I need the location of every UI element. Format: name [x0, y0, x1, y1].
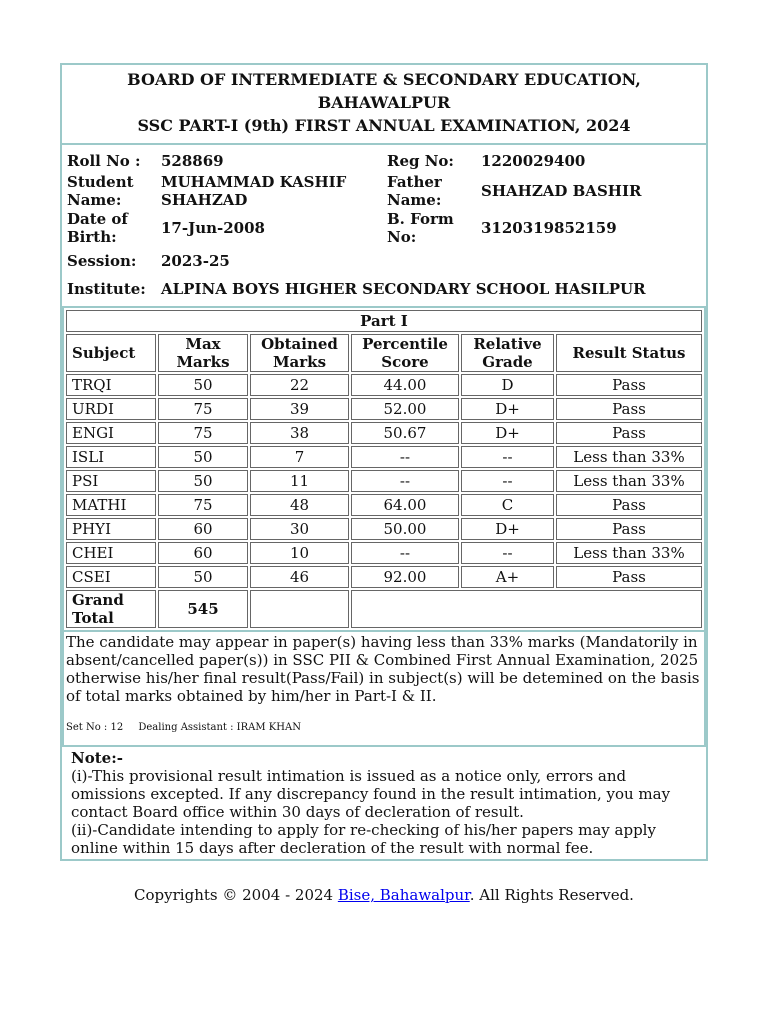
grand-total-empty-wide: [351, 590, 702, 628]
max-marks-cell: 50: [158, 470, 248, 492]
dealing-assistant: Dealing Assistant : IRAM KHAN: [138, 722, 301, 733]
status-cell: Less than 33%: [556, 470, 702, 492]
percentile-cell: 64.00: [351, 494, 459, 516]
grade-cell: D+: [461, 518, 554, 540]
result-card: [60, 63, 708, 861]
result-row: [66, 470, 702, 492]
subject-cell: CSEI: [66, 566, 156, 588]
status-cell: Pass: [556, 518, 702, 540]
result-row: [66, 566, 702, 588]
grade-cell: --: [461, 446, 554, 468]
roll-value: 528869: [161, 152, 224, 170]
footer-prefix: Copyrights © 2004 - 2024: [134, 886, 338, 904]
max-marks-cell: 50: [158, 446, 248, 468]
grade-cell: --: [461, 470, 554, 492]
remark-text: The candidate may appear in paper(s) having less than 33% marks (Mandatorily in absent/cancelled paper(s)) in SSC PII & Combined First Annual Examination, 2025 otherwise his/her final result(Pass/Fail) in subject(s) will be detemined on the basis of total marks obtained by him/her in Part-I & II.: [66, 633, 700, 705]
obtained-marks-cell: 11: [250, 470, 349, 492]
status-cell: Pass: [556, 398, 702, 420]
dob-value: 17-Jun-2008: [161, 219, 265, 237]
grade-cell: D+: [461, 422, 554, 444]
result-row: [66, 518, 702, 540]
session-value: 2023-25: [161, 252, 230, 270]
col-percentile: Percentile Score: [351, 334, 459, 372]
set-no: Set No : 12: [66, 722, 124, 733]
max-marks-cell: 75: [158, 422, 248, 444]
student-name-value: MUHAMMAD KASHIF SHAHZAD: [161, 173, 347, 209]
father-name-label: Father Name:: [387, 173, 442, 209]
result-row: [66, 398, 702, 420]
status-cell: Pass: [556, 374, 702, 396]
subject-cell: ISLI: [66, 446, 156, 468]
obtained-marks-cell: 7: [250, 446, 349, 468]
percentile-cell: --: [351, 470, 459, 492]
status-cell: Pass: [556, 494, 702, 516]
result-row: [66, 374, 702, 396]
subject-cell: PHYI: [66, 518, 156, 540]
max-marks-cell: 60: [158, 542, 248, 564]
note-title: Note:-: [71, 749, 123, 767]
percentile-cell: --: [351, 542, 459, 564]
board-header: [62, 65, 706, 145]
institute-label: Institute:: [67, 280, 146, 298]
part-title: Part I: [66, 310, 702, 332]
grade-cell: D+: [461, 398, 554, 420]
percentile-cell: 44.00: [351, 374, 459, 396]
obtained-marks-cell: 22: [250, 374, 349, 396]
result-row: [66, 446, 702, 468]
obtained-marks-cell: 10: [250, 542, 349, 564]
grade-cell: D: [461, 374, 554, 396]
col-subject: Subject: [66, 334, 156, 372]
status-cell: Pass: [556, 566, 702, 588]
obtained-marks-cell: 30: [250, 518, 349, 540]
board-title: BOARD OF INTERMEDIATE & SECONDARY EDUCATION, BAHAWALPUR: [127, 70, 641, 112]
result-row: [66, 422, 702, 444]
grade-cell: --: [461, 542, 554, 564]
results-section: [62, 306, 706, 632]
footer-link[interactable]: Bise, Bahawalpur: [337, 886, 470, 904]
results-table: [64, 308, 704, 630]
grand-total-label: Grand Total: [66, 590, 156, 628]
percentile-cell: --: [351, 446, 459, 468]
reg-value: 1220029400: [481, 152, 586, 170]
col-relative-grade: Relative Grade: [461, 334, 554, 372]
bform-value: 3120319852159: [481, 219, 617, 237]
percentile-cell: 92.00: [351, 566, 459, 588]
footer: [0, 886, 768, 904]
status-cell: Pass: [556, 422, 702, 444]
result-row: [66, 494, 702, 516]
subject-cell: PSI: [66, 470, 156, 492]
max-marks-cell: 75: [158, 494, 248, 516]
subject-cell: CHEI: [66, 542, 156, 564]
exam-title: SSC PART-I (9th) FIRST ANNUAL EXAMINATION, 2024: [137, 116, 631, 135]
note-line-1: (i)-This provisional result intimation is issued as a notice only, errors and omissions excepted. If any discrepancy found in the result intimation, you may contact Board office within 30 days of decleration of result.: [71, 767, 671, 821]
col-result-status: Result Status: [556, 334, 702, 372]
reg-label: Reg No:: [387, 152, 454, 170]
subject-cell: URDI: [66, 398, 156, 420]
footer-suffix: . All Rights Reserved.: [469, 886, 634, 904]
grand-total-value: 545: [158, 590, 248, 628]
dob-label: Date of Birth:: [67, 210, 128, 246]
percentile-cell: 52.00: [351, 398, 459, 420]
obtained-marks-cell: 46: [250, 566, 349, 588]
max-marks-cell: 50: [158, 566, 248, 588]
obtained-marks-cell: 38: [250, 422, 349, 444]
subject-cell: MATHI: [66, 494, 156, 516]
meta-line: [66, 705, 702, 737]
status-cell: Less than 33%: [556, 446, 702, 468]
student-name-label: Student Name:: [67, 173, 134, 209]
session-label: Session:: [67, 252, 137, 270]
percentile-cell: 50.67: [351, 422, 459, 444]
grand-total-row: [66, 590, 702, 628]
max-marks-cell: 75: [158, 398, 248, 420]
institute-value: ALPINA BOYS HIGHER SECONDARY SCHOOL HASILPUR: [161, 280, 646, 298]
col-max-marks: Max Marks: [158, 334, 248, 372]
grand-total-empty: [250, 590, 349, 628]
student-info: [62, 145, 706, 306]
max-marks-cell: 50: [158, 374, 248, 396]
obtained-marks-cell: 48: [250, 494, 349, 516]
col-obtained-marks: Obtained Marks: [250, 334, 349, 372]
grade-cell: C: [461, 494, 554, 516]
roll-label: Roll No :: [67, 152, 141, 170]
note-line-2: (ii)-Candidate intending to apply for re-checking of his/her papers may apply online within 15 days after decleration of the result with normal fee.: [71, 821, 656, 857]
max-marks-cell: 60: [158, 518, 248, 540]
percentile-cell: 50.00: [351, 518, 459, 540]
father-name-value: SHAHZAD BASHIR: [481, 182, 642, 200]
remark-section: [62, 632, 706, 745]
grade-cell: A+: [461, 566, 554, 588]
subject-cell: TRQI: [66, 374, 156, 396]
bform-label: B. Form No:: [387, 210, 454, 246]
result-row: [66, 542, 702, 564]
subject-cell: ENGI: [66, 422, 156, 444]
obtained-marks-cell: 39: [250, 398, 349, 420]
status-cell: Less than 33%: [556, 542, 702, 564]
note-section: [62, 745, 706, 859]
